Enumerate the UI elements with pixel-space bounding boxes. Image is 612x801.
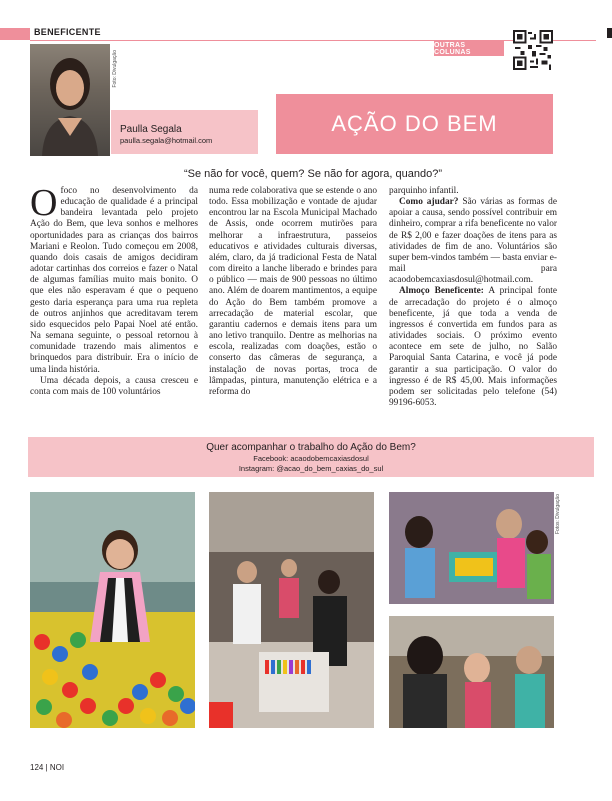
section-tab	[0, 28, 30, 40]
column-3	[389, 186, 557, 409]
drop-cap: O	[30, 182, 58, 224]
photo-face-painting	[389, 616, 554, 728]
photo-credit-side: Fotos: Divulgação	[555, 494, 561, 535]
article-title: AÇÃO DO BEM	[331, 111, 498, 136]
page-folio: 124 | NOI	[30, 763, 65, 772]
photo-credit: Foto: Divulgação	[112, 50, 118, 88]
paragraph-3-lead: Como ajudar?	[399, 197, 459, 208]
paragraph-1-text: foco no desenvolvimento da educação de qualidade é a principal bandeira levantada pelo projeto Ação do Bem, que leva sonhos e melhores oportunidades para as crianças dos bairros Mariani e Reolon. Tudo começou em 2008, quando dois casais de amigos decidiram adotar cartinhas dos correios e fazer o Natal de algumas famílias muito mais bonito. O que eles não esperavam é que o pequeno gesto daria esperança para uma rua repleta de outros anjinhos que acreditavam terem sido esquecidos pelo Papai Noel até então. Na semana seguinte, o pessoal retornou à comunidade trazendo mais alimentos e brinquedos para distribuir. Era o início de uma linda história.	[30, 186, 198, 375]
column-2	[209, 186, 377, 398]
photo-children-crafts	[389, 492, 554, 604]
info-question: Quer acompanhar o trabalho do Ação do Bem?	[206, 442, 416, 453]
paragraph-4	[389, 286, 557, 409]
paragraph-2-cont: numa rede colaborativa que se estende o ano todo. Essa mobilização e vontade de ajudar encontrou lar na Escola Municipal Machado de Assis, onde ocorrem mutirões para melhorar a infraestrutura, passeios educativos e atividades culturais diversas, além, claro, da já tradicional Festa de Natal com direito a lanche liberado e brindes para o público — mais de 900 pessoas no último ano. Além de doarem mantimentos, a equipe do Ação do Bem também promove a arrecadação de material escolar, que garantiu cadernos e demais itens para um ano letivo tranquilo. Dentre as melhorias na escola, realizadas com doações, estão o conserto das câmeras de segurança, a instalação de novas portas, troca de lâmpadas, pintura, manutenção elétrica e a reforma do	[209, 186, 377, 397]
title-box	[276, 94, 553, 154]
section-tag: OUTRAS COLUNAS	[434, 41, 504, 56]
author-photo	[30, 44, 110, 156]
paragraph-3	[389, 197, 557, 286]
photo-volunteers-table	[209, 492, 374, 728]
paragraph-1	[30, 182, 198, 376]
qr-code-icon	[513, 30, 553, 70]
photo-ball-pit	[30, 492, 195, 728]
author-name: Paulla Segala	[120, 124, 182, 135]
paragraph-2-start: Uma década depois, a causa cresceu e conta com mais de 100 voluntários	[30, 375, 198, 397]
section-label: BENEFICENTE	[34, 27, 101, 37]
section-rule	[30, 40, 596, 41]
info-instagram: Instagram: @acao_do_bem_caxias_do_sul	[238, 464, 384, 473]
column-1	[30, 182, 198, 398]
pull-quote: “Se não for você, quem? Se não for agora, quando?”	[183, 168, 443, 180]
paragraph-4-text: A principal fonte de arrecadação do projeto é o almoço beneficente, já que toda a venda de ingressos é convertida em fundos para as atividades sociais. O próximo evento acontece em sete de julho, no Salão Paroquial Santa Catarina, e você já pode garantir a sua participação. O valor do ingresso é de R$ 45,00. Mais informações podem ser solicitadas pelo telefone (54) 99196-6053.	[389, 286, 557, 408]
info-facebook: Facebook: acaodobemcaxiasdosul	[253, 454, 369, 463]
paragraph-4-lead: Almoço Beneficente:	[399, 286, 484, 297]
edge-marker	[607, 28, 612, 38]
author-email: paulla.segala@hotmail.com	[120, 136, 213, 145]
paragraph-3-text: São várias as formas de apoiar a causa, sendo possível contribuir em dinheiro, comprar a rifa beneficente no valor de R$ 2,00 e fazer doações de itens para as atividades de fim de ano. Voluntários são super bem-vindos também — basta enviar e-mail para acaodobemcaxiasdosul@hotmail.com.	[389, 197, 557, 286]
paragraph-2-end: parquinho infantil.	[389, 186, 459, 196]
